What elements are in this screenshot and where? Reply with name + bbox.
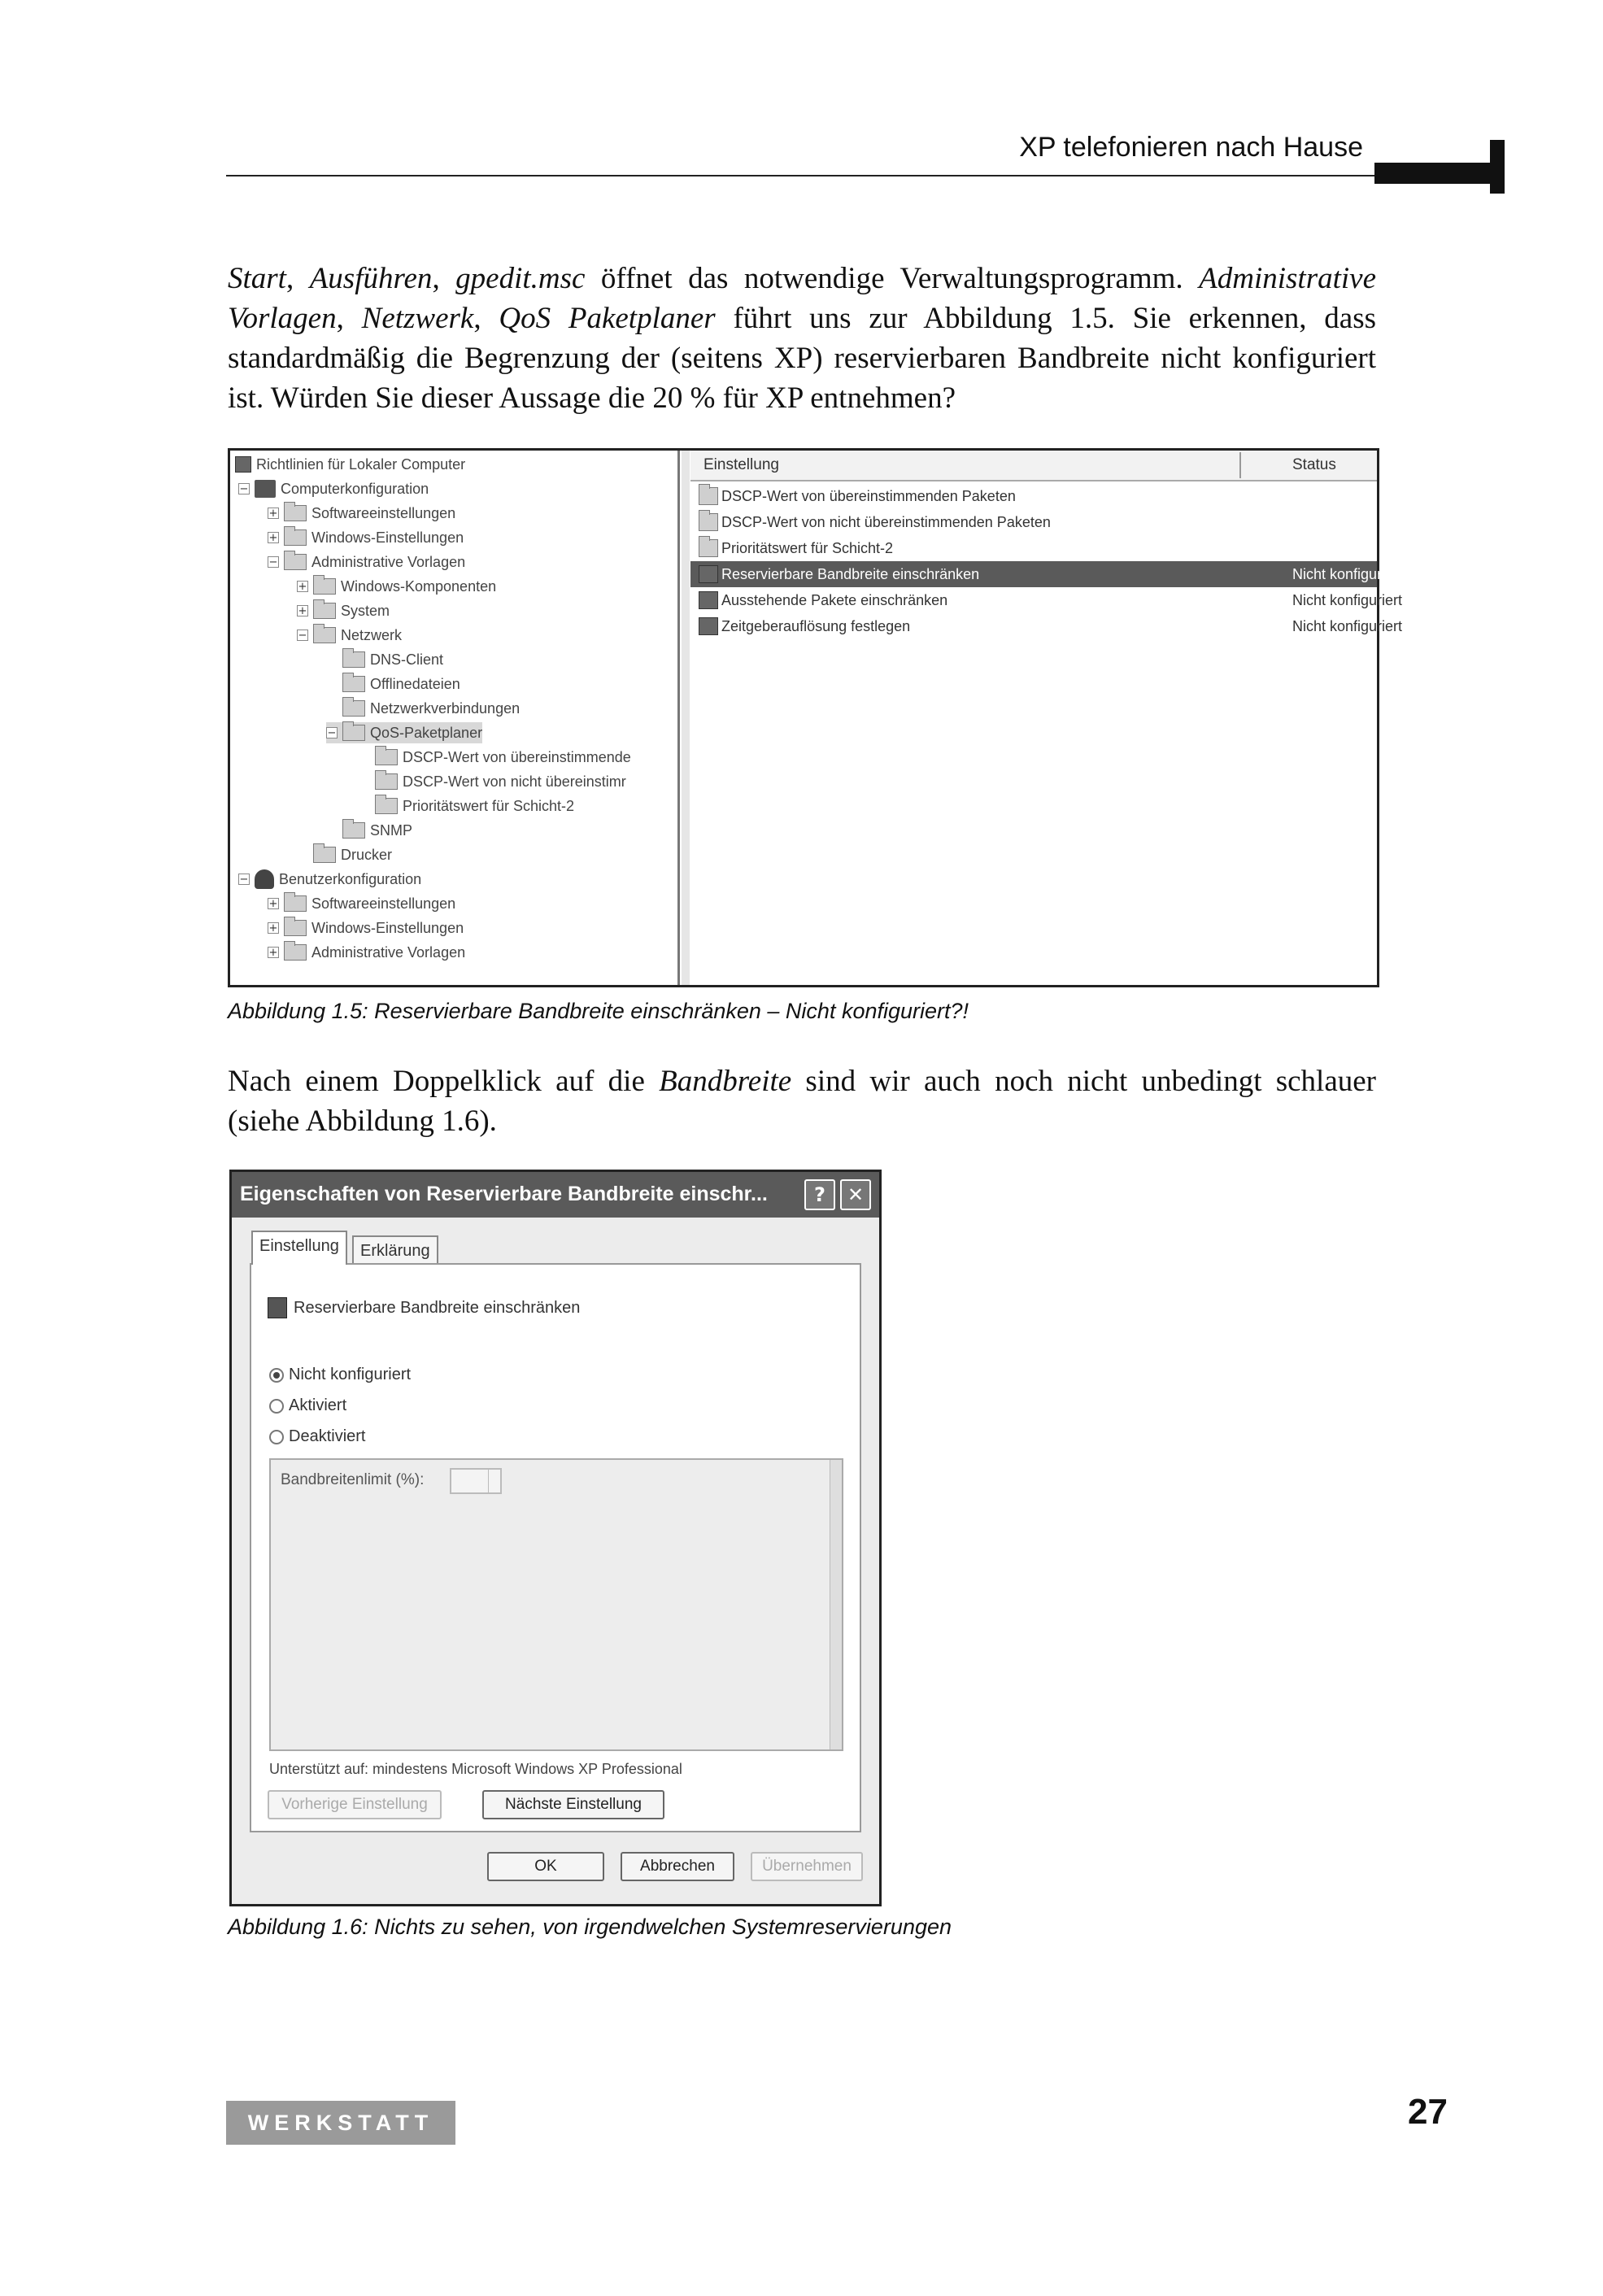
figure-properties-dialog xyxy=(229,1170,882,1906)
next-setting-button[interactable]: Nächste Einstellung xyxy=(482,1790,664,1819)
tab-einstellung[interactable]: Einstellung xyxy=(251,1231,347,1265)
tree-scrollbar[interactable] xyxy=(682,451,690,985)
folder-icon xyxy=(342,700,365,717)
tree-label: Administrative Vorlagen xyxy=(311,554,466,570)
tree-label: Administrative Vorlagen xyxy=(311,944,466,961)
term-ausfuehren: Ausführen xyxy=(309,262,433,295)
figure-group-policy-editor xyxy=(228,448,1403,987)
spacer xyxy=(326,654,338,665)
tree-node[interactable] xyxy=(375,795,574,817)
folder-icon xyxy=(284,505,307,521)
folder-icon xyxy=(284,554,307,570)
tree-label: Netzwerkverbindungen xyxy=(370,700,521,717)
folder-icon xyxy=(699,539,718,557)
computer-icon xyxy=(255,480,276,498)
list-row[interactable] xyxy=(690,535,1377,561)
tree-label: Computerkonfiguration xyxy=(281,481,429,497)
tree-node[interactable] xyxy=(238,869,421,890)
term-start: Start xyxy=(228,262,286,295)
bandwidth-label: Bandbreitenlimit (%): xyxy=(281,1471,425,1488)
tree-label: DNS-Client xyxy=(370,651,444,668)
spacer xyxy=(326,703,338,714)
text: sind wir auch noch nicht unbedingt schlauer (siehe Abbildung 1.6). xyxy=(228,1065,1377,1138)
radio-icon[interactable] xyxy=(269,1399,284,1414)
tree-label: Drucker xyxy=(341,847,393,863)
tree-node[interactable] xyxy=(326,673,460,695)
term-qos: QoS Paketplaner xyxy=(499,302,716,335)
expand-icon[interactable]: + xyxy=(298,605,307,617)
options-box xyxy=(269,1458,843,1751)
radio-selected-icon[interactable] xyxy=(269,1368,284,1383)
setting-name-label: Reservierbare Bandbreite einschränken xyxy=(294,1298,581,1317)
tree-node[interactable] xyxy=(268,503,455,524)
row-name: Ausstehende Pakete einschränken xyxy=(721,592,948,608)
list-row[interactable] xyxy=(690,483,1377,509)
figure-1-caption: Abbildung 1.5: Reservierbare Bandbreite einschränken – Nicht konfiguriert?! xyxy=(228,999,969,1023)
row-status: Nicht konfiguriert xyxy=(1292,592,1403,608)
tree-node[interactable] xyxy=(268,917,464,939)
folder-icon xyxy=(284,529,307,546)
tree-label: Netzwerk xyxy=(341,627,403,643)
sep: , xyxy=(432,262,456,295)
list-row[interactable] xyxy=(690,587,1403,613)
paragraph-1 xyxy=(228,259,1376,418)
paragraph-2 xyxy=(228,1061,1376,1141)
row-status: Nicht konfiguriert xyxy=(1292,618,1403,634)
tab-erklaerung[interactable]: Erklärung xyxy=(352,1235,438,1265)
spacer xyxy=(326,678,338,690)
expand-icon[interactable]: + xyxy=(268,922,278,935)
folder-icon xyxy=(313,578,336,595)
running-header: XP telefonieren nach Hause xyxy=(1019,132,1363,163)
tree-pane xyxy=(230,451,680,985)
help-icon[interactable]: ? xyxy=(804,1179,835,1210)
previous-setting-button[interactable]: Vorherige Einstellung xyxy=(268,1790,442,1819)
collapse-icon[interactable]: − xyxy=(298,630,307,642)
tree-label: Offlinedateien xyxy=(370,676,460,692)
tree-label: QoS-Paketplaner xyxy=(370,725,483,741)
tree-node[interactable] xyxy=(326,820,412,841)
header-rule xyxy=(226,175,1374,176)
page-number: 27 xyxy=(1408,2092,1448,2132)
tree-label: Richtlinien für Lokaler Computer xyxy=(256,456,466,473)
tree-node[interactable] xyxy=(268,942,465,963)
apply-button[interactable]: Übernehmen xyxy=(751,1852,863,1881)
row-name: Zeitgeberauflösung festlegen xyxy=(721,618,911,634)
list-row-selected[interactable] xyxy=(690,561,1403,587)
folder-icon xyxy=(699,487,718,505)
setting-title xyxy=(268,1297,580,1318)
folder-icon xyxy=(375,773,398,790)
options-scrollbar[interactable] xyxy=(830,1460,842,1749)
folder-icon xyxy=(342,676,365,692)
folder-icon xyxy=(342,822,365,839)
tree-label: SNMP xyxy=(370,822,413,839)
setting-icon xyxy=(699,565,718,583)
tree-node[interactable] xyxy=(297,600,390,621)
collapse-icon[interactable]: − xyxy=(268,556,278,569)
tab-panel xyxy=(250,1263,861,1832)
tree-node[interactable] xyxy=(326,649,443,670)
folder-icon xyxy=(313,603,336,619)
setting-icon xyxy=(699,617,718,635)
folder-open-icon xyxy=(342,725,365,741)
sep: , xyxy=(473,302,499,335)
radio-label: Nicht konfiguriert xyxy=(289,1366,412,1383)
list-row[interactable] xyxy=(690,509,1377,535)
expand-icon[interactable]: + xyxy=(268,898,278,910)
expand-icon[interactable]: + xyxy=(268,508,278,520)
tree-node-selected[interactable] xyxy=(326,722,482,743)
policy-icon xyxy=(235,456,251,473)
header-tab xyxy=(1490,140,1505,194)
dialog-title: Eigenschaften von Reservierbare Bandbreite einschr... xyxy=(240,1183,768,1205)
tree-node[interactable] xyxy=(235,454,465,475)
text: öffnet das notwendige Verwaltungsprogramm. xyxy=(585,262,1200,295)
folder-icon xyxy=(313,627,336,643)
tree-node[interactable] xyxy=(297,625,402,646)
term-netzwerk: Netzwerk xyxy=(361,302,474,335)
folder-icon xyxy=(284,944,307,961)
folder-icon xyxy=(313,847,336,863)
folder-icon xyxy=(375,749,398,765)
supported-on: Unterstützt auf: mindestens Microsoft Windows XP Professional xyxy=(269,1761,682,1777)
radio-label: Deaktiviert xyxy=(289,1427,366,1445)
term-admin-vorlagen: Administrative Vorlagen xyxy=(228,262,1377,335)
radio-icon[interactable] xyxy=(269,1430,284,1444)
column-header-status[interactable]: Status xyxy=(1292,456,1336,473)
spacer xyxy=(297,849,308,860)
tree-node[interactable] xyxy=(238,478,429,499)
tree-label: Benutzerkonfiguration xyxy=(279,871,422,887)
collapse-icon[interactable]: − xyxy=(327,727,337,739)
tree-label: Softwareeinstellungen xyxy=(311,505,456,521)
tree-label: DSCP-Wert von nicht übereinstimr xyxy=(403,773,626,790)
row-name: DSCP-Wert von übereinstimmenden Paketen xyxy=(721,488,1016,504)
tree-label: Windows-Einstellungen xyxy=(311,920,464,936)
user-icon xyxy=(255,869,274,889)
tree-label: Softwareeinstellungen xyxy=(311,895,456,912)
tree-label: System xyxy=(341,603,390,619)
row-status: Nicht konfiguriert xyxy=(1292,566,1403,582)
expand-icon[interactable]: + xyxy=(268,947,278,959)
folder-icon xyxy=(284,895,307,912)
tree-node[interactable] xyxy=(375,771,626,792)
dialog-titlebar[interactable] xyxy=(232,1172,879,1218)
expand-icon[interactable]: + xyxy=(298,581,307,593)
tree-label: DSCP-Wert von übereinstimmende xyxy=(403,749,631,765)
setting-icon xyxy=(699,591,718,609)
settings-list xyxy=(690,451,1403,985)
column-header-setting[interactable]: Einstellung xyxy=(703,456,779,473)
tree-node[interactable] xyxy=(326,698,520,719)
tree-node[interactable] xyxy=(268,551,465,573)
tree-label: Windows-Einstellungen xyxy=(311,529,464,546)
spacer xyxy=(326,825,338,836)
folder-icon xyxy=(284,920,307,936)
row-name: Prioritätswert für Schicht-2 xyxy=(721,540,894,556)
collapse-icon[interactable]: − xyxy=(239,874,249,886)
header-bar xyxy=(1374,163,1498,184)
sep: , xyxy=(285,262,310,295)
bandwidth-spinner[interactable] xyxy=(450,1468,502,1494)
tree-node[interactable] xyxy=(268,527,464,548)
cancel-button[interactable]: Abbrechen xyxy=(621,1852,734,1881)
list-row[interactable] xyxy=(690,613,1403,639)
ok-button[interactable]: OK xyxy=(487,1852,604,1881)
list-header xyxy=(690,451,1377,481)
row-name: DSCP-Wert von nicht übereinstimmenden Paketen xyxy=(721,514,1051,530)
folder-icon xyxy=(699,513,718,531)
radio-aktiviert[interactable] xyxy=(269,1396,346,1415)
column-divider[interactable] xyxy=(1239,452,1241,478)
row-name: Reservierbare Bandbreite einschränken xyxy=(721,566,980,582)
text: Nach einem Doppelklick auf die xyxy=(228,1065,660,1098)
radio-deaktiviert[interactable] xyxy=(269,1427,365,1446)
term-bandbreite: Bandbreite xyxy=(659,1065,792,1098)
collapse-icon[interactable]: − xyxy=(239,483,249,495)
werkstatt-badge: WERKSTATT xyxy=(226,2101,455,2145)
radio-label: Aktiviert xyxy=(289,1396,347,1414)
tree-node[interactable] xyxy=(297,576,496,597)
sep: , xyxy=(336,302,362,335)
tree-node[interactable] xyxy=(268,893,455,914)
folder-icon xyxy=(375,798,398,814)
setting-icon xyxy=(268,1297,287,1318)
radio-nicht-konfiguriert[interactable] xyxy=(269,1366,411,1384)
tree-node[interactable] xyxy=(297,844,392,865)
tree-node[interactable] xyxy=(375,747,631,768)
figure-2-caption: Abbildung 1.6: Nichts zu sehen, von irgendwelchen Systemreservierungen xyxy=(228,1915,952,1939)
expand-icon[interactable]: + xyxy=(268,532,278,544)
folder-icon xyxy=(342,651,365,668)
tree-label: Prioritätswert für Schicht-2 xyxy=(403,798,575,814)
term-gpedit: gpedit.msc xyxy=(455,262,586,295)
close-icon[interactable]: ✕ xyxy=(840,1179,871,1210)
text: führt uns zur Abbildung 1.5. Sie erkennen, dass standardmäßig die Begrenzung der (seitens XP) reservierbaren Bandbreite nicht konfiguriert ist. Würden Sie dieser Aussage die 20 % für XP entnehmen? xyxy=(228,302,1377,415)
tree-label: Windows-Komponenten xyxy=(341,578,497,595)
